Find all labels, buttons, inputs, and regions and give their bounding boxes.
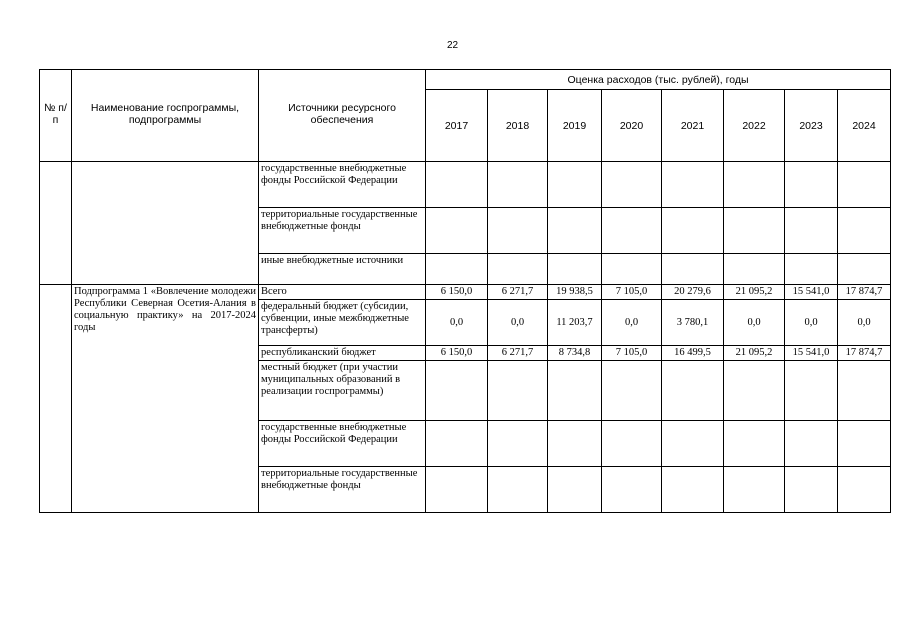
value-cell [426, 254, 488, 285]
value-cell [785, 467, 838, 513]
value-cell [548, 254, 602, 285]
header-year: 2023 [785, 90, 838, 162]
value-cell [426, 361, 488, 421]
value-cell [785, 208, 838, 254]
value-cell [548, 208, 602, 254]
value-cell: 11 203,7 [548, 300, 602, 346]
value-cell: 17 874,7 [838, 346, 891, 361]
value-cell [426, 421, 488, 467]
value-cell [488, 208, 548, 254]
row-number-cell [40, 162, 72, 285]
row-number-cell [40, 285, 72, 513]
source-cell: территориальные государственные внебюджетные фонды [259, 208, 426, 254]
header-cost-estimate: Оценка расходов (тыс. рублей), годы [426, 70, 891, 90]
header-year: 2018 [488, 90, 548, 162]
value-cell [602, 361, 662, 421]
budget-table [39, 69, 891, 513]
value-cell [724, 467, 785, 513]
header-number: № п/п [40, 70, 72, 162]
value-cell: 15 541,0 [785, 346, 838, 361]
value-cell [838, 254, 891, 285]
header-year: 2022 [724, 90, 785, 162]
value-cell [488, 467, 548, 513]
value-cell [838, 361, 891, 421]
value-cell: 0,0 [488, 300, 548, 346]
value-cell [724, 361, 785, 421]
value-cell [488, 421, 548, 467]
value-cell: 0,0 [785, 300, 838, 346]
table-row-total [40, 285, 891, 300]
value-cell [724, 254, 785, 285]
value-cell [548, 162, 602, 208]
table-row [40, 162, 891, 208]
value-cell [785, 162, 838, 208]
source-cell: государственные внебюджетные фонды Российской Федерации [259, 162, 426, 208]
value-cell [724, 421, 785, 467]
value-cell [785, 361, 838, 421]
value-cell [426, 162, 488, 208]
header-year: 2024 [838, 90, 891, 162]
source-cell: иные внебюджетные источники [259, 254, 426, 285]
value-cell: 8 734,8 [548, 346, 602, 361]
value-cell: 15 541,0 [785, 285, 838, 300]
source-cell: местный бюджет (при участии муниципальных образований в реализации госпрограммы) [259, 361, 426, 421]
subprogram-name-cell: Подпрограмма 1 «Вовлечение молодежи Республики Северная Осетия-Алания в социальную практику» на 2017-2024 годы [72, 285, 259, 513]
value-cell: 21 095,2 [724, 285, 785, 300]
value-cell: 17 874,7 [838, 285, 891, 300]
value-cell: 19 938,5 [548, 285, 602, 300]
header-year: 2020 [602, 90, 662, 162]
value-cell [662, 208, 724, 254]
source-cell: республиканский бюджет [259, 346, 426, 361]
value-cell [602, 421, 662, 467]
page-number: 22 [446, 40, 459, 51]
value-cell [838, 467, 891, 513]
value-cell [602, 162, 662, 208]
source-cell: Всего [259, 285, 426, 300]
value-cell [838, 208, 891, 254]
value-cell [548, 467, 602, 513]
header-year: 2021 [662, 90, 724, 162]
value-cell: 0,0 [602, 300, 662, 346]
value-cell [426, 467, 488, 513]
source-cell: территориальные государственные внебюджетные фонды [259, 467, 426, 513]
source-cell: государственные внебюджетные фонды Российской Федерации [259, 421, 426, 467]
value-cell: 7 105,0 [602, 285, 662, 300]
value-cell: 7 105,0 [602, 346, 662, 361]
value-cell [785, 254, 838, 285]
header-year: 2017 [426, 90, 488, 162]
value-cell: 6 271,7 [488, 285, 548, 300]
value-cell [602, 467, 662, 513]
value-cell: 16 499,5 [662, 346, 724, 361]
value-cell: 6 150,0 [426, 285, 488, 300]
value-cell: 3 780,1 [662, 300, 724, 346]
value-cell [548, 421, 602, 467]
value-cell [602, 254, 662, 285]
value-cell: 0,0 [724, 300, 785, 346]
value-cell [785, 421, 838, 467]
value-cell [662, 421, 724, 467]
value-cell [662, 162, 724, 208]
value-cell [838, 162, 891, 208]
value-cell [426, 208, 488, 254]
value-cell: 6 271,7 [488, 346, 548, 361]
header-year: 2019 [548, 90, 602, 162]
value-cell [662, 361, 724, 421]
value-cell [488, 162, 548, 208]
value-cell [662, 254, 724, 285]
value-cell: 6 150,0 [426, 346, 488, 361]
value-cell: 0,0 [426, 300, 488, 346]
value-cell [838, 421, 891, 467]
value-cell: 20 279,6 [662, 285, 724, 300]
header-program-name: Наименование госпрограммы, подпрограммы [72, 70, 259, 162]
header-resource-source: Источники ресурсного обеспечения [259, 70, 426, 162]
value-cell: 21 095,2 [724, 346, 785, 361]
source-cell: федеральный бюджет (субсидии, субвенции, иные межбюджетные трансферты) [259, 300, 426, 346]
value-cell [602, 208, 662, 254]
value-cell [548, 361, 602, 421]
value-cell [662, 467, 724, 513]
value-cell [488, 254, 548, 285]
program-name-cell [72, 162, 259, 285]
value-cell: 0,0 [838, 300, 891, 346]
value-cell [724, 162, 785, 208]
value-cell [724, 208, 785, 254]
value-cell [488, 361, 548, 421]
